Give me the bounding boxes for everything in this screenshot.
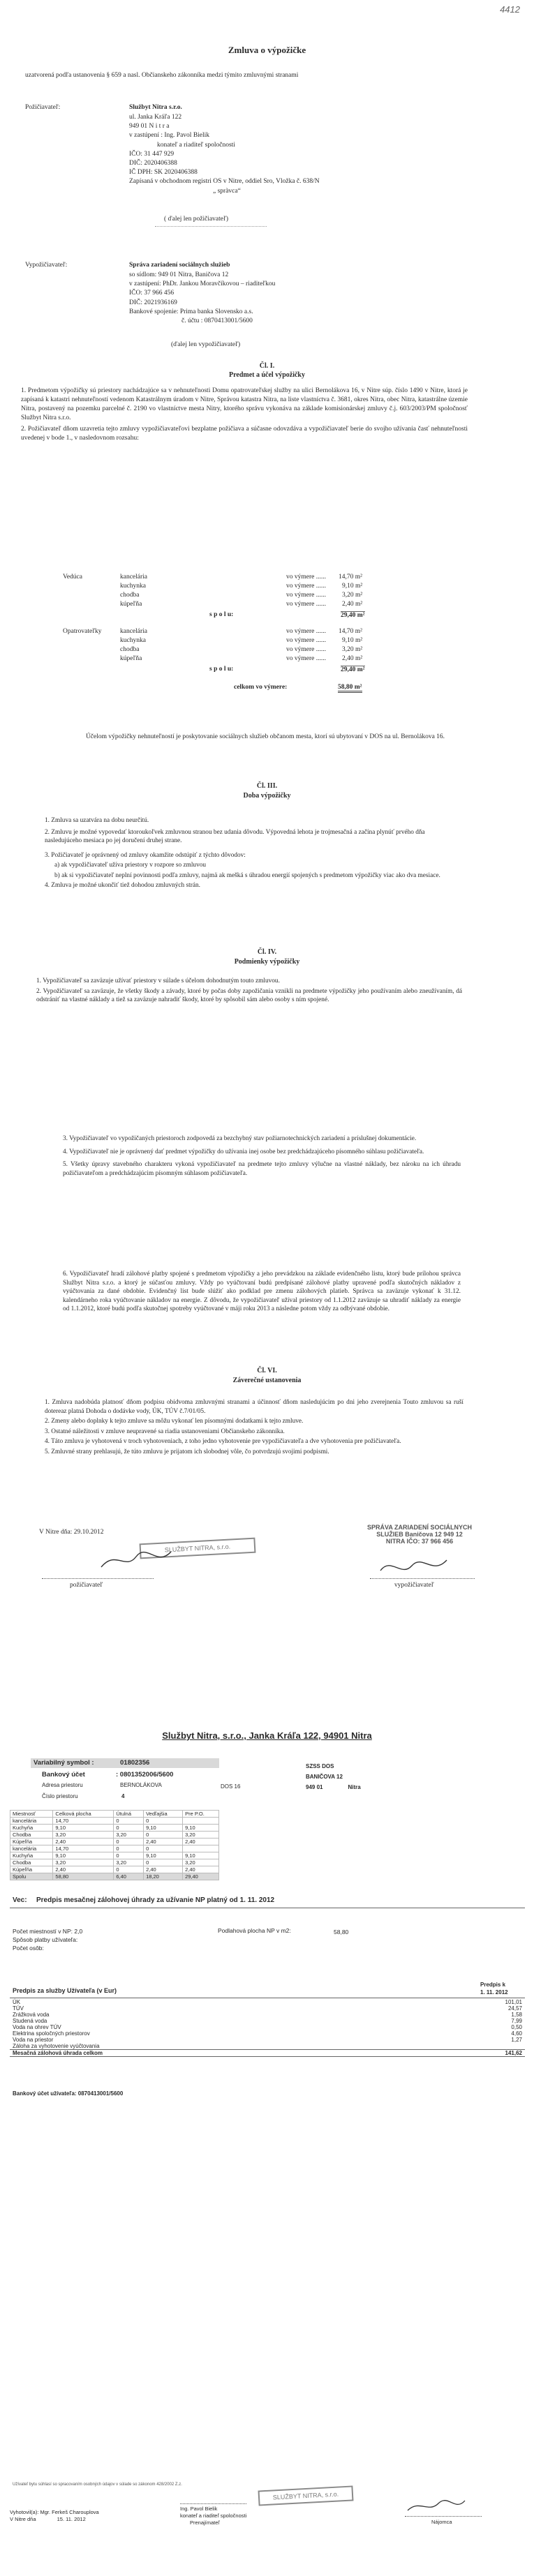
- article-3-item: 3. Požičiavateľ je oprávnený od zmluvy okamžite odstúpiť z týchto dôvodov:: [45, 851, 246, 859]
- borrower-label: Vypožičiavateľ:: [25, 262, 68, 269]
- borrower-signature: [377, 1553, 454, 1581]
- fee-amount: 24,57: [507, 2005, 522, 2012]
- borrower-line: DIČ: 2021936169: [129, 299, 177, 306]
- fee-amount: 0,50: [511, 2024, 522, 2030]
- area-room: chodba: [120, 592, 140, 599]
- table-row: [10, 1866, 219, 1873]
- variable-symbol-box: [31, 1758, 219, 1768]
- room-cell: 0: [114, 1866, 144, 1873]
- area-size: 9,10 m²: [342, 637, 363, 644]
- fee-amount: 1,58: [511, 2012, 522, 2018]
- article-5-item: 6. Vypožičiavateľ hradí zálohové platby spojené s predmetom výpožičky a jeho prevádzkou na základe evidenčného listu, ktorý bude prílohou správca Službyt Nitra s.r.o. a ktorý je súčasťou zmluvy. Vždy po vyúčtovaní budú predpísané zálohové platby upravené podľa skutočných nákladov z vyúčtovania za dané obdobie. Evidenčný list bude slúžiť ako podklad pre zmenu zálohových platieb. Správca sa zaväzuje vykonať k 31.12. kalendárneho roka vyúčtovanie nákladov na energie. Z dôvodu, že vypožičiavateľ užíval priestory od 1.1.2012 zaväzuje sa uhradiť náklady za energie od 1.1.2012, ktoré budú podľa skutočnej spotreby vyúčtované v máji roku 2013 a následne potom vždy za odbývané obdobie.: [63, 1271, 461, 1312]
- room-cell: 3,20: [53, 1832, 114, 1839]
- rooms-header-cell: Vedľajšia: [144, 1811, 183, 1818]
- article-5-item: 3. Vypožičiavateľ vo vypožičaných priestoroch zodpovedá za bezchybný stav požiarnotechnických zariadení a príslušnej dokumentácie.: [63, 1135, 417, 1142]
- room-cell: 9,10: [144, 1825, 183, 1832]
- table-row-total: [10, 1873, 219, 1880]
- borrower-stamp: SPRÁVA ZARIADENÍ SOCIÁLNYCH SLUŽIEB Baničova 12 949 12 NITRA IČO: 37 966 456: [367, 1524, 473, 1545]
- table-row: [10, 2043, 525, 2050]
- table-row: [10, 1859, 219, 1866]
- area-room: kúpeľňa: [120, 655, 142, 662]
- lender-line: ul. Janka Kráľa 122: [129, 114, 182, 121]
- article-1-item: 1. Predmetom výpožičky sú priestory nachádzajúce sa v nehnuteľnosti Domu opatrovateľskej služby na ulici Bernolákova 16, v Nitre súp. číslo 1490 v Nitre, ktorá je zapísaná k katastri nehnuteľností vedenom Katastrálnym úradom v Nitre, Správou katastra Nitra, na liste vlastníctva č. 3681, okres Nitra, obec Nitra, katastrálne územie Nitra, postavený na pozemku parcelné č. 2190 vo vlastníctve mesta Nitry, ktorého správu vykonáva na základe komisionárskej zmluvy č.j. 603/2003/PM spoločnosť Službyt Nitra s.r.o.: [21, 387, 468, 421]
- article-3-item: 1. Zmluva sa uzatvára na dobu neurčitú.: [45, 817, 149, 824]
- fee-name: Elektrina spoločných priestorov: [13, 2030, 90, 2037]
- area-sum: 29,40 m²: [341, 666, 365, 673]
- contract-title: Zmluva o výpožičke: [228, 45, 306, 55]
- signer-label: Prenajímateľ: [190, 2519, 220, 2526]
- lender-line: IČ DPH: SK 2020406388: [129, 169, 198, 177]
- corner-handwritten-note: 4412: [500, 4, 520, 15]
- room-name: Spolu: [10, 1873, 53, 1880]
- tenant-sign-line: [405, 2516, 482, 2517]
- room-cell: 3,20: [114, 1832, 144, 1839]
- area-grand-label: celkom vo výmere:: [234, 684, 288, 691]
- room-cell: 0: [114, 1845, 144, 1852]
- borrower-line: č. účtu : 0870413001/5600: [181, 317, 253, 325]
- borrower-alias: (ďalej len vypožičiavateľ): [171, 341, 241, 348]
- fee-name: TÚV: [13, 2005, 24, 2012]
- recipient-line: BANIČOVA 12: [306, 1774, 343, 1780]
- lender-details: [129, 113, 450, 196]
- company-header: Službyt Nitra, s.r.o., Janka Kráľa 122, 94901 Nitra: [162, 1730, 372, 1741]
- room-cell: 58,80: [53, 1873, 114, 1880]
- rooms-header-cell: Miestnosť: [10, 1811, 53, 1818]
- subject-text: Predpis mesačnej zálohovej úhrady za užívanie NP platný od 1. 11. 2012: [36, 1896, 275, 1904]
- area-group-name: Vedúca: [63, 574, 82, 581]
- room-cell: 0: [114, 1818, 144, 1825]
- rooms-header-cell: Pre P.O.: [183, 1811, 219, 1818]
- room-cell: 0: [114, 1852, 144, 1859]
- lender-sign-line: [42, 1578, 154, 1579]
- article-1-number: Čl. I.: [259, 362, 275, 370]
- prepared-label: Vyhotovil(a):: [10, 2509, 39, 2515]
- area-size: 2,40 m²: [342, 655, 363, 662]
- article-3-items: [45, 816, 457, 892]
- prepared-row: [10, 2509, 99, 2516]
- area-room: chodba: [120, 646, 140, 653]
- area-size-label: vo výmere ......: [286, 637, 326, 644]
- table-row: [10, 2012, 525, 2018]
- lender-sign-label: požičiavateľ: [70, 1582, 103, 1589]
- recipient-block: [306, 1761, 361, 1792]
- fees-total-label: Mesačná zálohová úhrada celkom: [13, 2050, 103, 2056]
- fee-name: Voda na ohrev TÚV: [13, 2024, 61, 2030]
- prepared-name: Mgr. Ferkeš Charouplova: [40, 2509, 99, 2515]
- prepared-row: [10, 2516, 99, 2523]
- article-5-items: [63, 1135, 461, 1179]
- article-3-item: 2. Zmluvu je možné vypovedať ktoroukoľvek zmluvnou stranou bez udania dôvodu. Výpovedná lehota je trojmesačná a začína plynúť prvého dňa nasledujúceho mesiaca po jej doručení druhej strane.: [45, 828, 425, 844]
- table-row: [10, 1839, 219, 1845]
- room-cell: 0: [144, 1859, 183, 1866]
- variable-symbol-label: Variabilný symbol :: [34, 1759, 94, 1767]
- room-cell: [183, 1818, 219, 1825]
- meta-row: [13, 1927, 82, 1935]
- area-table: [63, 574, 454, 698]
- article-3-number: Čl. III.: [256, 782, 278, 790]
- fee-schedule-page: [0, 1647, 534, 2576]
- room-cell: 6,40: [114, 1873, 144, 1880]
- area-room: kancelária: [120, 628, 148, 635]
- meta-label: Počet osôb:: [13, 1945, 44, 1952]
- area-size-label: vo výmere ......: [286, 628, 326, 635]
- account-label: Bankový účet: [42, 1771, 85, 1779]
- fee-name: Studená voda: [13, 2018, 47, 2024]
- room-cell: 2,40: [183, 1866, 219, 1873]
- article-6-title: Záverečné ustanovenia: [232, 1377, 302, 1384]
- article-4-title: Podmienky výpožičky: [234, 958, 300, 966]
- room-cell: 9,10: [53, 1825, 114, 1832]
- fees-column-date: 1. 11. 2012: [480, 1989, 508, 1995]
- lender-label: Požičiavateľ:: [25, 104, 61, 111]
- article-1-item: 2. Požičiavateľ dňom uzavretia tejto zmluvy vypožičiavateľovi bezplatne požičiava a súčasne odovzdáva a vypožičiavateľ berie do svojho užívania časť nehnuteľnosti uvedenej v bode 1., v nasledovnom rozsahu:: [21, 426, 468, 442]
- fee-name: Zrážková voda: [13, 2012, 50, 2018]
- area-room: kuchynka: [120, 637, 146, 644]
- borrower-line: IČO: 37 966 456: [129, 290, 175, 297]
- area-size: 3,20 m²: [342, 592, 363, 599]
- table-row: [10, 1825, 219, 1832]
- area-sum-label: s p o l u:: [209, 611, 234, 618]
- address-number: DOS 16: [221, 1783, 241, 1790]
- lender-line: DIČ: 2020406388: [129, 160, 177, 167]
- area-group-opatrovatelky: [63, 628, 454, 684]
- signing-place-date: V Nitre dňa: 29.10.2012: [39, 1529, 104, 1536]
- meta-block: [13, 1927, 82, 1952]
- lender-line: „ spràvca“: [213, 187, 241, 195]
- area-room: kúpeľňa: [120, 601, 142, 608]
- area-room: kuchynka: [120, 583, 146, 590]
- address-value: BERNOLÁKOVA: [120, 1782, 162, 1788]
- signer-name: Ing. Pavol Bielik: [180, 2506, 218, 2512]
- area-value: 58,80: [334, 1929, 349, 1935]
- footer-note: Užívateľ bytu súhlasí so spracovaním osobných údajov v súlade so zákonom 428/2002 Z.z.: [13, 2483, 182, 2487]
- article-5-item-6: [63, 1270, 461, 1315]
- area-sum-label: s p o l u:: [209, 666, 234, 673]
- room-name: Chodba: [10, 1859, 53, 1866]
- article-6-item: 3. Ostatné náležitosti v zmluve neupravené sa riadia ustanoveniami Občianskeho zákonníka.: [45, 1428, 285, 1435]
- prepared-date: 15. 11. 2012: [57, 2516, 86, 2522]
- borrower-name: Správa zariadení sociálnych služieb: [129, 262, 230, 269]
- contract-intro: uzatvorená podľa ustanovenia § 659 a nasl. Občianskeho zákonníka medzi týmito zmluvnými stranami: [25, 72, 299, 79]
- fees-total-row: [10, 2050, 525, 2057]
- fee-name: Záloha za vyhotovenie vyúčtovania: [13, 2043, 100, 2049]
- space-label: Číslo priestoru: [42, 1793, 78, 1799]
- bottom-stamp: SLUŽBYT NITRA, s.r.o.: [258, 2485, 354, 2506]
- article-3-title: Doba výpožičky: [243, 792, 291, 800]
- room-name: kancelária: [10, 1845, 53, 1852]
- area-size: 3,20 m²: [342, 646, 363, 653]
- article-1-title: Predmet a účel výpožičky: [229, 371, 305, 379]
- lender-line: 949 01 N i t r a: [129, 123, 170, 130]
- fee-amount: 4,60: [511, 2030, 522, 2037]
- fees-total-value: 141,62: [505, 2050, 522, 2056]
- bank-line: Bankový účet užívateľa: 0870413001/5600: [13, 2090, 124, 2097]
- lender-signature-line: [155, 226, 267, 227]
- rooms-table: [10, 1810, 219, 1880]
- area-size: 14,70 m²: [339, 628, 362, 635]
- area-sum: 29,40 m²: [341, 612, 365, 619]
- signer-role: konateľ a riaditeľ spoločnosti: [180, 2513, 247, 2519]
- area-label: Podlahová plocha NP v m2:: [218, 1927, 291, 1934]
- room-cell: 9,10: [183, 1852, 219, 1859]
- article-6-item: 4. Táto zmluva je vyhotovená v troch vyhotoveniach, z toho jedno vyhotovenie pre vypožičiavateľa a dve vyhotovenia pre požičiavateľa.: [45, 1438, 401, 1445]
- area-size-label: vo výmere ......: [286, 574, 326, 581]
- prepared-place: V Nitre dňa: [10, 2516, 36, 2522]
- article-4-item: 1. Vypožičiavateľ sa zaväzuje užívať priestory v súlade s účelom dohodnutým touto zmluvou.: [36, 978, 280, 984]
- article-4-items: [36, 977, 462, 1006]
- table-row: [10, 2018, 525, 2024]
- lender-signature: [98, 1546, 175, 1574]
- area-size: 14,70 m²: [339, 574, 362, 581]
- article-1-items: [21, 387, 468, 443]
- rooms-table-header: [10, 1811, 219, 1818]
- table-row: [10, 1999, 525, 2005]
- meta-label: Počet miestností v NP:: [13, 1928, 73, 1935]
- article-6-item: 5. Zmluvné strany prehlasujú, že túto zmluvu je prijatom ich slobodnej vôle, čo potvrdzujú svojimi podpismi.: [45, 1448, 329, 1455]
- fee-name: ÚK: [13, 1999, 21, 2005]
- fee-name: Voda na priestor: [13, 2037, 54, 2043]
- borrower-line: Bankové spojenie: Prima banka Slovensko a.s.: [129, 308, 253, 315]
- room-cell: 9,10: [144, 1852, 183, 1859]
- room-cell: 3,20: [183, 1859, 219, 1866]
- room-name: Kuchyňa: [10, 1825, 53, 1832]
- room-name: kancelária: [10, 1818, 53, 1825]
- area-grand-total: 58,80 m²: [338, 684, 362, 693]
- room-name: Kúpeľňa: [10, 1839, 53, 1845]
- lender-line: v zastúpení : Ing. Pavol Bielik: [129, 132, 210, 140]
- borrower-sign-line: [370, 1578, 475, 1579]
- area-size-label: vo výmere ......: [286, 601, 326, 608]
- signer-block: [180, 2503, 246, 2526]
- borrower-sign-label: vypožičiavateľ: [394, 1582, 434, 1589]
- area-size-label: vo výmere ......: [286, 646, 326, 653]
- room-cell: 0: [114, 1839, 144, 1845]
- room-cell: 0: [144, 1845, 183, 1852]
- room-name: Chodba: [10, 1832, 53, 1839]
- purpose-text: Účelom výpožičky nehnuteľností je poskytovanie sociálnych služieb občanom mesta, ktorí sú ubytovaní v DOS na ul. Bernolákova 16.: [85, 733, 445, 740]
- room-name: Kuchyňa: [10, 1852, 53, 1859]
- fee-amount: 1,27: [511, 2037, 522, 2043]
- borrower-line: v zastúpení: PhDr. Jankou Moravčíkovou – riaditeľkou: [129, 280, 276, 288]
- area-group-name: Opatrovateľky: [63, 628, 102, 635]
- room-cell: 3,20: [114, 1859, 144, 1866]
- room-cell: 14,70: [53, 1845, 114, 1852]
- article-3-item: b) ak si vypožičiavateľ neplní povinnosti podľa zmluvy, najmä ak mešká s úhradou energií spojených s predmetom výpožičky viac ako dva mesiace.: [54, 871, 440, 879]
- tenant-label: Nájomca: [431, 2519, 452, 2525]
- article-4-item: 2. Vypožičiavateľ sa zaväzuje, že všetky škody a závady, ktoré by počas doby zapožičania vznikli na predmete výpožičky jeho používaním alebo zneužívaním, dá odstrániť na vlastné náklady a tiež sa zaväzuje nahradiť škody, ktoré by spôsobil sám alebo osoby s ním spojené.: [36, 987, 462, 1003]
- room-cell: 9,10: [53, 1852, 114, 1859]
- rooms-header-cell: Celková plocha: [53, 1811, 114, 1818]
- fees-table: [10, 1999, 525, 2057]
- address-label: Adresa priestoru: [42, 1782, 83, 1788]
- area-size-label: vo výmere ......: [286, 655, 326, 662]
- area-grand-row: [63, 684, 454, 698]
- borrower-line: so sídlom: 949 01 Nitra, Baničova 12: [129, 271, 229, 278]
- table-row: [10, 1818, 219, 1825]
- room-cell: 3,20: [183, 1832, 219, 1839]
- room-cell: 2,40: [183, 1839, 219, 1845]
- meta-row: [13, 1935, 82, 1944]
- room-cell: 14,70: [53, 1818, 114, 1825]
- room-cell: 3,20: [53, 1859, 114, 1866]
- room-cell: 0: [114, 1825, 144, 1832]
- lender-line: Zapísaná v obchodnom registri OS v Nitre, oddiel Sro, Vložka č. 638/N: [129, 178, 320, 186]
- area-size: 9,10 m²: [342, 583, 363, 590]
- article-6-item: 2. Zmeny alebo doplnky k tejto zmluve sa môžu vykonať len písomnými dodatkami k tejto zmluve.: [45, 1418, 304, 1425]
- table-row: [10, 1832, 219, 1839]
- table-row: [10, 1845, 219, 1852]
- recipient-line: SZSS DOS: [306, 1763, 334, 1769]
- article-5-item: 5. Všetky úpravy stavebného charakteru vykoná vypožičiavateľ na predmete tejto zmluvy výlučne na vlastné náklady, bez nároku na ich úhradu požičiavateľom a predchádzajúcim písomným súhlasom požičiavateľa.: [63, 1161, 461, 1177]
- subject-label: Vec:: [13, 1896, 27, 1904]
- area-size-label: vo výmere ......: [286, 583, 326, 590]
- meta-row: [13, 1944, 82, 1952]
- room-cell: 9,10: [183, 1825, 219, 1832]
- room-cell: 0: [144, 1832, 183, 1839]
- lender-name: Službyt Nitra s.r.o.: [129, 104, 182, 111]
- room-cell: [183, 1845, 219, 1852]
- room-cell: 2,40: [53, 1866, 114, 1873]
- room-name: Kúpeľňa: [10, 1866, 53, 1873]
- area-group-vedúca: [63, 574, 454, 628]
- meta-label: Spôsob platby užívateľa:: [13, 1936, 78, 1943]
- table-row: [10, 2030, 525, 2037]
- article-3-item: 4. Zmluva je možné ukončiť tiež dohodou zmluvných strán.: [45, 882, 200, 889]
- article-3-item: a) ak vypožičiavateľ užíva priestory v rozpore so zmluvou: [54, 862, 207, 869]
- fee-amount: 7,99: [511, 2018, 522, 2024]
- space-value: 4: [121, 1793, 125, 1799]
- room-cell: 2,40: [53, 1839, 114, 1845]
- fees-title: Predpis za služby Užívateľa (v Eur): [13, 1987, 117, 1994]
- table-row: [10, 2024, 525, 2030]
- borrower-details: [129, 271, 450, 326]
- account-value: : 0801352006/5600: [116, 1771, 174, 1779]
- lender-alias: ( ďalej len požičiavateľ): [164, 216, 229, 223]
- room-cell: 2,40: [144, 1839, 183, 1845]
- bottom-signature: [405, 2495, 468, 2516]
- prepared-block: [10, 2509, 99, 2523]
- variable-symbol-value: 01802356: [120, 1759, 150, 1767]
- lender-stamp: SLUŽBYT NITRA, s.r.o.: [140, 1538, 256, 1559]
- area-size-label: vo výmere ......: [286, 592, 326, 599]
- article-6-number: Čl. VI.: [257, 1367, 277, 1375]
- article-6-items: [45, 1398, 463, 1458]
- fee-amount: 101,01: [505, 1999, 522, 2005]
- article-6-item: 1. Zmluva nadobúda platnosť dňom podpisu obidvoma zmluvnými stranami a účinnosť dňom nasledujúcim po dni jeho zverejnenia Touto zmluvou sa ruší dotereaz platná Dohoda o dodávke vody, ÚK, TÚV č.7/01/05.: [45, 1399, 463, 1415]
- room-cell: 29,40: [183, 1873, 219, 1880]
- area-size: 2,40 m²: [342, 601, 363, 608]
- table-row: [10, 1852, 219, 1859]
- fees-column-title: Predpis k: [480, 1982, 506, 1988]
- lender-line: IČO: 31 447 929: [129, 150, 175, 158]
- meta-value: 2,0: [74, 1928, 83, 1935]
- rooms-header-cell: Útulná: [114, 1811, 144, 1818]
- room-cell: 0: [144, 1818, 183, 1825]
- article-5-item: 4. Vypožičiavateľ nie je oprávnený dať predmet výpožičky do užívania inej osobe bez predchádzajúceho písomného súhlasu požičiavateľa.: [63, 1148, 424, 1155]
- room-cell: 18,20: [144, 1873, 183, 1880]
- room-cell: 2,40: [144, 1866, 183, 1873]
- table-row: [10, 2037, 525, 2043]
- area-room: kancelária: [120, 574, 148, 581]
- table-row: [10, 2005, 525, 2012]
- recipient-line: 949 01 Nitra: [306, 1784, 361, 1790]
- fee-amount: [427, 2043, 525, 2050]
- lender-line: konateľ a riaditeľ spoločnosti: [157, 141, 235, 149]
- article-4-number: Čl. IV.: [257, 948, 277, 956]
